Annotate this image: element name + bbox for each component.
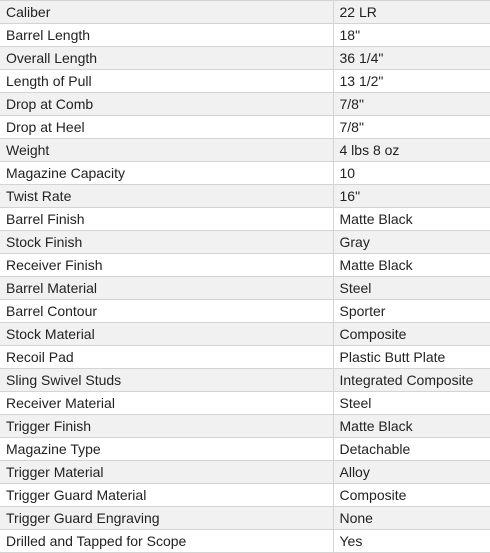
table-row xyxy=(0,369,490,392)
spec-label: Length of Pull xyxy=(0,70,333,93)
table-row xyxy=(0,208,490,231)
spec-label: Magazine Type xyxy=(0,438,333,461)
spec-label: Barrel Finish xyxy=(0,208,333,231)
spec-label: Weight xyxy=(0,139,333,162)
table-row xyxy=(0,231,490,254)
spec-label: Trigger Guard Engraving xyxy=(0,507,333,530)
spec-label: Stock Material xyxy=(0,323,333,346)
table-row xyxy=(0,277,490,300)
table-row xyxy=(0,507,490,530)
table-row xyxy=(0,415,490,438)
spec-value: Steel xyxy=(333,392,490,415)
table-row xyxy=(0,530,490,553)
table-row xyxy=(0,484,490,507)
table-row xyxy=(0,116,490,139)
spec-value: Gray xyxy=(333,231,490,254)
spec-label: Overall Length xyxy=(0,47,333,70)
spec-value: None xyxy=(333,507,490,530)
spec-label: Drilled and Tapped for Scope xyxy=(0,530,333,553)
spec-value: Plastic Butt Plate xyxy=(333,346,490,369)
spec-label: Stock Finish xyxy=(0,231,333,254)
spec-label: Trigger Material xyxy=(0,461,333,484)
spec-value: Alloy xyxy=(333,461,490,484)
spec-value: 18" xyxy=(333,24,490,47)
table-row xyxy=(0,323,490,346)
spec-value: 4 lbs 8 oz xyxy=(333,139,490,162)
spec-label: Caliber xyxy=(0,1,333,24)
spec-label: Twist Rate xyxy=(0,185,333,208)
spec-value: 7/8" xyxy=(333,93,490,116)
spec-value: 22 LR xyxy=(333,1,490,24)
table-row xyxy=(0,254,490,277)
spec-label: Barrel Material xyxy=(0,277,333,300)
spec-value: Matte Black xyxy=(333,415,490,438)
table-row xyxy=(0,162,490,185)
table-row xyxy=(0,300,490,323)
table-row xyxy=(0,346,490,369)
spec-label: Barrel Length xyxy=(0,24,333,47)
spec-label: Receiver Finish xyxy=(0,254,333,277)
spec-value: 36 1/4" xyxy=(333,47,490,70)
table-row xyxy=(0,139,490,162)
table-row xyxy=(0,24,490,47)
spec-value: 16" xyxy=(333,185,490,208)
spec-value: 13 1/2" xyxy=(333,70,490,93)
spec-value: Sporter xyxy=(333,300,490,323)
spec-table-body xyxy=(0,1,490,553)
spec-label: Trigger Finish xyxy=(0,415,333,438)
table-row xyxy=(0,47,490,70)
table-row xyxy=(0,438,490,461)
spec-value: Matte Black xyxy=(333,208,490,231)
spec-label: Receiver Material xyxy=(0,392,333,415)
spec-value: 10 xyxy=(333,162,490,185)
spec-label: Trigger Guard Material xyxy=(0,484,333,507)
table-row xyxy=(0,392,490,415)
table-row xyxy=(0,93,490,116)
spec-value: Composite xyxy=(333,484,490,507)
spec-value: Steel xyxy=(333,277,490,300)
spec-value: Yes xyxy=(333,530,490,553)
spec-value: Integrated Composite xyxy=(333,369,490,392)
table-row xyxy=(0,461,490,484)
spec-label: Recoil Pad xyxy=(0,346,333,369)
table-row xyxy=(0,1,490,24)
spec-label: Sling Swivel Studs xyxy=(0,369,333,392)
table-row xyxy=(0,185,490,208)
spec-label: Barrel Contour xyxy=(0,300,333,323)
spec-value: Composite xyxy=(333,323,490,346)
spec-label: Magazine Capacity xyxy=(0,162,333,185)
table-row xyxy=(0,70,490,93)
spec-value: Matte Black xyxy=(333,254,490,277)
spec-label: Drop at Heel xyxy=(0,116,333,139)
spec-label: Drop at Comb xyxy=(0,93,333,116)
spec-value: Detachable xyxy=(333,438,490,461)
spec-value: 7/8" xyxy=(333,116,490,139)
